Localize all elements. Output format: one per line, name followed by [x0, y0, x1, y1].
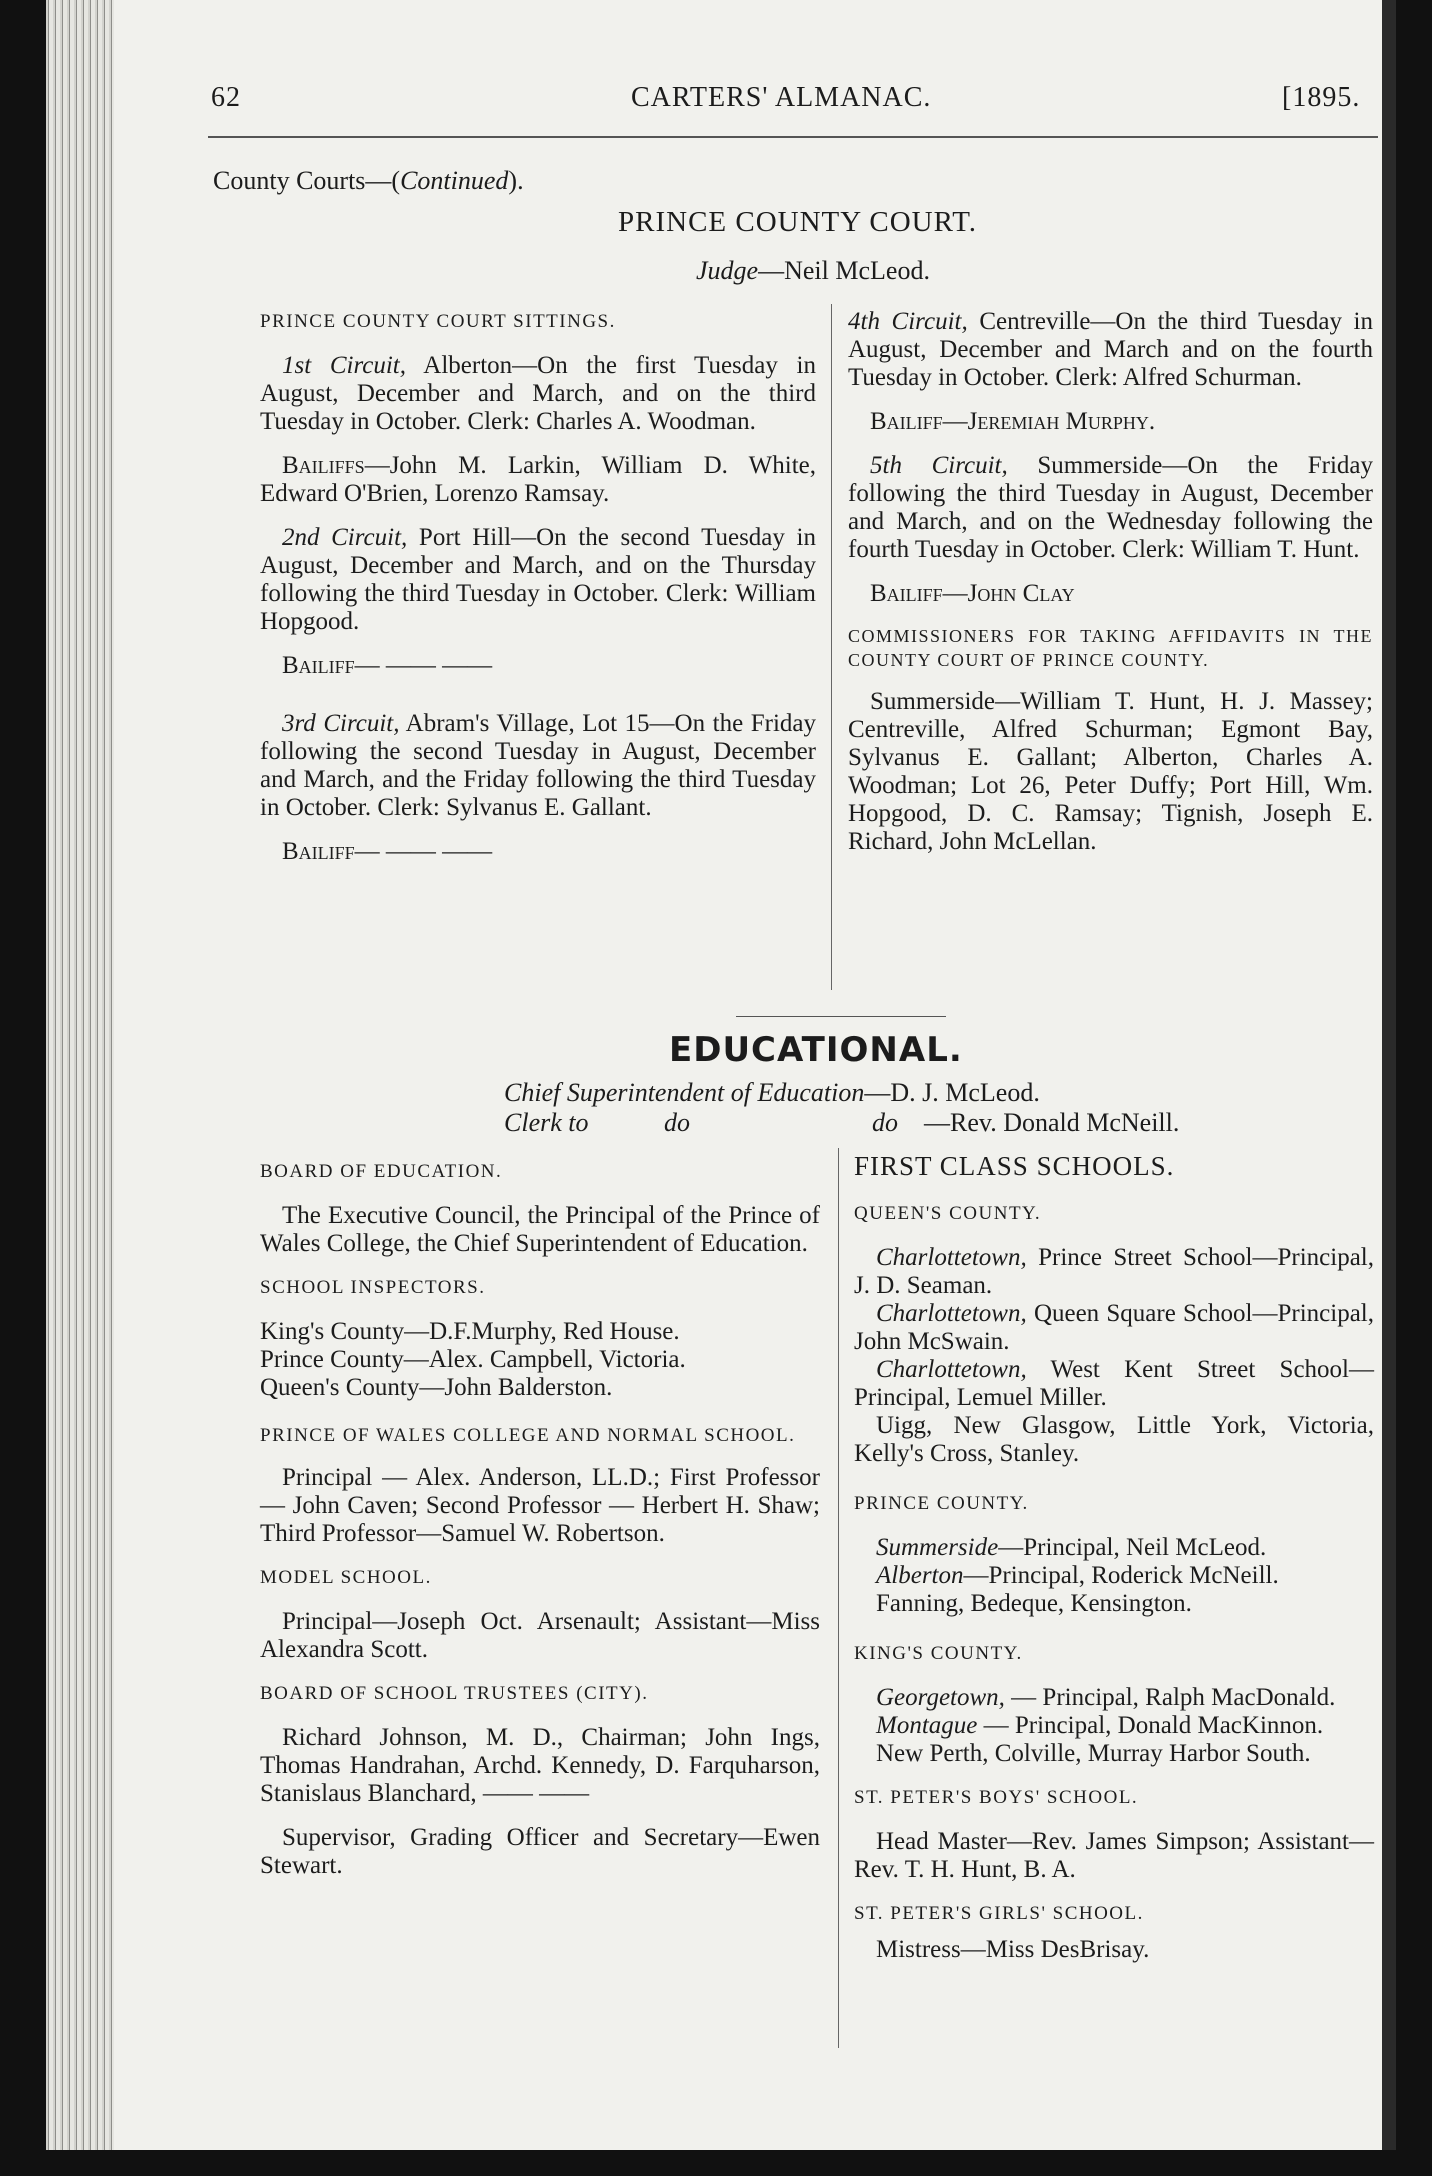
trustees-text: Richard Johnson, M. D., Chairman; John Ings, Thomas Handrahan, Archd. Kennedy, D. Farquharson, Stanislaus Blanchard, —— —— — [260, 1724, 820, 1807]
header-rule — [208, 136, 1378, 138]
school-alberton: Alberton—Principal, Roderick McNeill. — [876, 1562, 1279, 1589]
judge-line: Judge—Neil McLeod. — [696, 256, 930, 285]
page-number: 62 — [211, 82, 241, 113]
school-prince-street: Charlottetown, Prince Street School—Principal, J. D. Seaman. — [854, 1244, 1374, 1299]
circuit-4: 4th Circuit, Centreville—On the third Tuesday in August, December and March and on the fourth Tuesday in October. Clerk: Alfred Schurman. — [848, 308, 1373, 391]
st-peters-girls-text: Mistress—Miss DesBrisay. — [876, 1936, 1150, 1963]
prince-other-schools: Fanning, Bedeque, Kensington. — [876, 1590, 1192, 1617]
bailiff-4: Bailiff—Jeremiah Murphy. — [870, 408, 1156, 435]
left-column-education — [260, 1158, 820, 1896]
educational-title: EDUCATIONAL. — [669, 1030, 963, 1070]
inspector-queens: Queen's County—John Balderston. — [260, 1374, 613, 1401]
school-west-kent: Charlottetown, West Kent Street School—Principal, Lemuel Miller. — [854, 1356, 1374, 1411]
supervisor-text: Supervisor, Grading Officer and Secretary—Ewen Stewart. — [260, 1824, 820, 1879]
st-peters-boys-text: Head Master—Rev. James Simpson; Assistant—Rev. T. H. Hunt, B. A. — [854, 1828, 1374, 1883]
st-peters-girls-heading: ST. PETER'S GIRLS' SCHOOL. — [854, 1903, 1144, 1924]
running-title: CARTERS' ALMANAC. — [631, 82, 932, 113]
inspectors-heading: SCHOOL INSPECTORS. — [260, 1277, 486, 1298]
trustees-heading: BOARD OF SCHOOL TRUSTEES (CITY). — [260, 1683, 649, 1704]
commissioners-text: Summerside—William T. Hunt, H. J. Massey; Centreville, Alfred Schurman; Egmont Bay, Sylvanus E. Gallant; Alberton, Charles A. Woodman; Lot 26, Peter Duffy; Port Hill, Wm. Hopgood, D. C. Ramsay; Tignish, Joseph E. Richard, John McLellan. — [848, 688, 1373, 855]
clerk-line: Clerk to do do —Rev. Donald McNeill. — [504, 1108, 1180, 1137]
page-edge-leaves — [46, 0, 114, 2150]
kings-county-heading: KING'S COUNTY. — [854, 1643, 1023, 1664]
chief-superintendent-line: Chief Superintendent of Education—D. J. McLeod. — [504, 1078, 1040, 1107]
school-summerside: Summerside—Principal, Neil McLeod. — [876, 1534, 1267, 1561]
queens-other-schools: Uigg, New Glasgow, Little York, Victoria, Kelly's Cross, Stanley. — [854, 1412, 1374, 1467]
section-rule — [736, 1016, 946, 1017]
bailiffs-1: Bailiffs—John M. Larkin, William D. White, Edward O'Brien, Lorenzo Ramsay. — [260, 452, 816, 507]
bailiff-2: Bailiff— —— —— — [282, 652, 493, 679]
first-class-heading: FIRST CLASS SCHOOLS. — [854, 1151, 1175, 1181]
right-column-courts — [848, 308, 1373, 872]
circuit-3: 3rd Circuit, Abram's Village, Lot 15—On the Friday following the second Tuesday in August, December and March, and the Friday following the third Tuesday in October. Clerk: Sylvanus E. Gallant. — [260, 710, 816, 821]
board-text: The Executive Council, the Principal of the Prince of Wales College, the Chief Superintendent of Education. — [260, 1202, 820, 1257]
column-divider — [831, 304, 832, 990]
queens-county-heading: QUEEN'S COUNTY. — [854, 1203, 1042, 1224]
model-school-heading: MODEL SCHOOL. — [260, 1567, 432, 1588]
circuit-5: 5th Circuit, Summerside—On the Friday following the third Tuesday in August, December and March, and on the Wednesday following the fourth Tuesday in October. Clerk: William T. Hunt. — [848, 452, 1374, 563]
commissioners-heading: COMMISSIONERS FOR TAKING AFFIDAVITS IN THE COUNTY COURT OF PRINCE COUNTY. — [848, 626, 1373, 670]
pwc-heading: PRINCE OF WALES COLLEGE AND NORMAL SCHOOL. — [260, 1425, 796, 1446]
prince-county-heading: PRINCE COUNTY. — [854, 1493, 1029, 1514]
bailiff-5: Bailiff—John Clay — [870, 580, 1075, 607]
right-binding-edge — [1382, 0, 1396, 2150]
st-peters-boys-heading: ST. PETER'S BOYS' SCHOOL. — [854, 1787, 1139, 1808]
school-queen-square: Charlottetown, Queen Square School—Principal, John McSwain. — [854, 1300, 1374, 1355]
header-year: [1895. — [1282, 82, 1361, 113]
right-column-education — [854, 1152, 1374, 1980]
circuit-2: 2nd Circuit, Port Hill—On the second Tuesday in August, December and March, and on the Thursday following the third Tuesday in October. Clerk: William Hopgood. — [260, 524, 816, 635]
sittings-heading: PRINCE COUNTY COURT SITTINGS. — [260, 311, 616, 332]
inspector-prince: Prince County—Alex. Campbell, Victoria. — [260, 1346, 686, 1373]
continued-line: County Courts—(Continued). — [213, 166, 524, 195]
court-title: PRINCE COUNTY COURT. — [618, 206, 978, 238]
left-column-courts — [260, 308, 816, 882]
circuit-1: 1st Circuit, Alberton—On the first Tuesday in August, December and March, and on the third Tuesday in October. Clerk: Charles A. Woodman. — [260, 352, 816, 435]
kings-other-schools: New Perth, Colville, Murray Harbor South. — [876, 1740, 1311, 1767]
pwc-text: Principal — Alex. Anderson, LL.D.; First Professor — John Caven; Second Professor — Herbert H. Shaw; Third Professor—Samuel W. Robertson. — [260, 1464, 820, 1547]
bailiff-3: Bailiff— —— —— — [282, 838, 493, 865]
model-school-text: Principal—Joseph Oct. Arsenault; Assistant—Miss Alexandra Scott. — [260, 1608, 820, 1663]
school-montague: Montague — Principal, Donald MacKinnon. — [876, 1712, 1324, 1739]
board-heading: BOARD OF EDUCATION. — [260, 1161, 503, 1182]
school-georgetown: Georgetown, — Principal, Ralph MacDonald. — [876, 1684, 1336, 1711]
education-column-divider — [838, 1148, 839, 2048]
almanac-page — [46, 0, 1396, 2150]
inspector-kings: King's County—D.F.Murphy, Red House. — [260, 1318, 680, 1345]
